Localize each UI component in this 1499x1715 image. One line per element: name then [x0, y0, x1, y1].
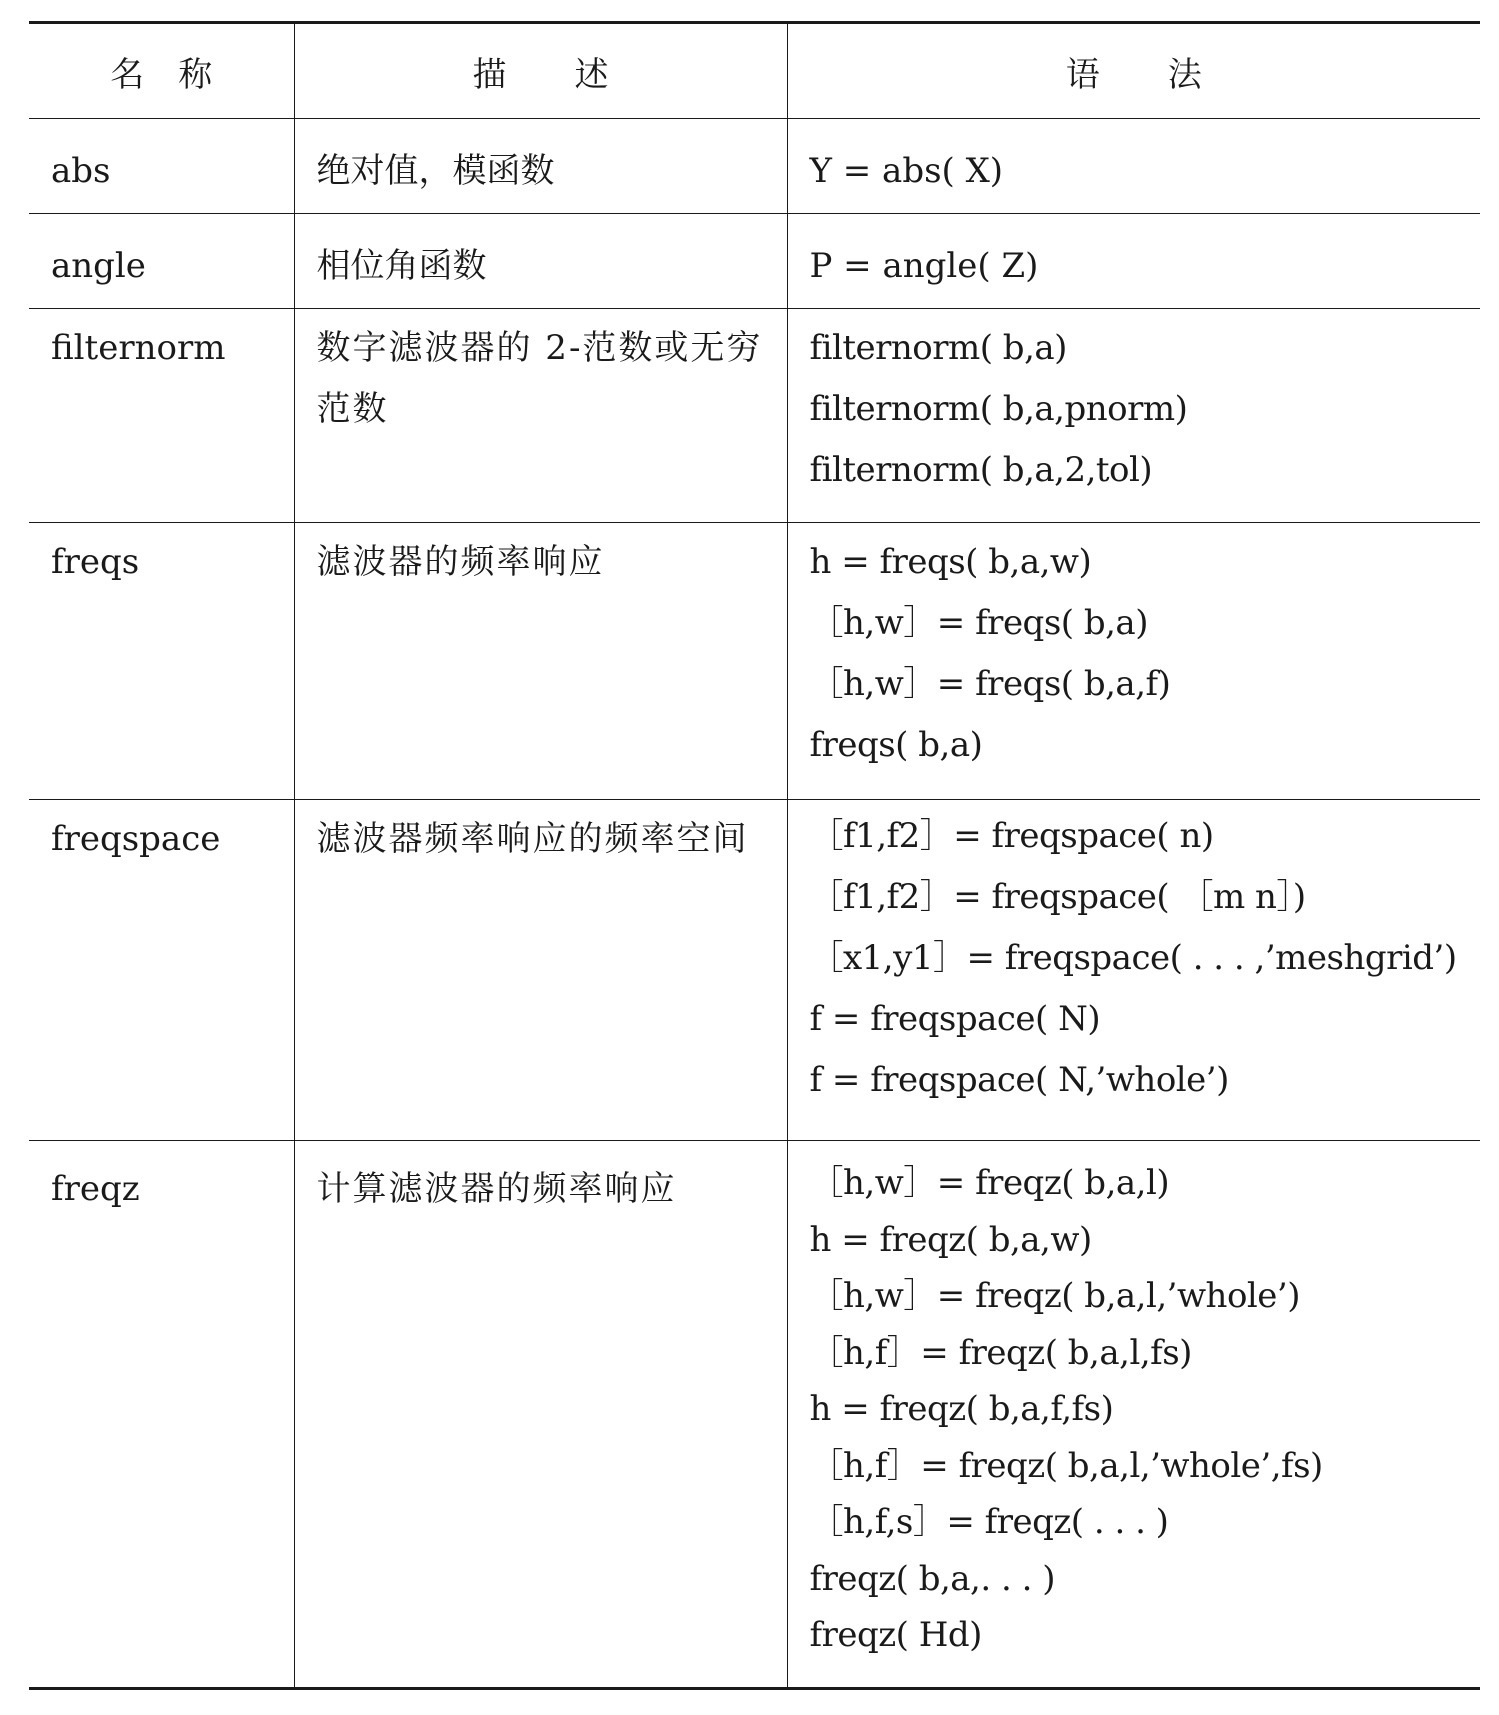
syntax-line: filternorm( b,a,pnorm): [809, 389, 1188, 429]
syntax-line: ［f1,f2］= freqspace( ［m n］): [809, 877, 1306, 917]
function-description: 绝对值，模函数: [316, 151, 555, 191]
name-cell: [29, 800, 294, 1141]
syntax-line: P = angle( Z): [809, 246, 1039, 286]
function-description: 数字滤波器的 2-范数或无穷范数: [316, 328, 763, 429]
function-name: abs: [51, 151, 111, 191]
table-row-freqs: [29, 523, 1480, 800]
function-table: [29, 21, 1480, 1690]
syntax-line: filternorm( b,a): [809, 328, 1067, 368]
description-cell: [294, 800, 787, 1141]
syntax-cell: [787, 309, 1480, 523]
syntax-line: freqz( Hd): [809, 1615, 982, 1655]
syntax-line: h = freqz( b,a,f,fs): [809, 1389, 1114, 1429]
table-row-filternorm: [29, 309, 1480, 523]
description-cell: [294, 214, 787, 309]
syntax-cell: [787, 214, 1480, 309]
syntax-line: ［h,w］= freqz( b,a,l): [809, 1163, 1170, 1203]
header-name: 名 称: [29, 23, 294, 119]
function-name: freqspace: [51, 819, 221, 859]
syntax-line: h = freqz( b,a,w): [809, 1219, 1092, 1260]
name-cell: [29, 523, 294, 800]
function-name: angle: [51, 246, 146, 286]
function-name: freqz: [51, 1169, 140, 1209]
function-description: 相位角函数: [316, 246, 487, 286]
syntax-cell: [787, 800, 1480, 1141]
description-cell: [294, 119, 787, 214]
name-cell: [29, 309, 294, 523]
syntax-line: Y = abs( X): [809, 151, 1004, 191]
table-row-angle: [29, 214, 1480, 309]
table-row-abs: [29, 119, 1480, 214]
table-row-freqspace: [29, 800, 1480, 1141]
table-row-freqz: [29, 1141, 1480, 1689]
syntax-line: f = freqspace( N): [809, 999, 1101, 1039]
syntax-line: freqs( b,a): [809, 725, 983, 765]
syntax-line: ［h,w］= freqs( b,a): [809, 603, 1148, 643]
function-description: 滤波器频率响应的频率空间: [316, 819, 749, 859]
function-name: freqs: [51, 542, 140, 582]
description-cell: [294, 1141, 787, 1689]
syntax-cell: [787, 1141, 1480, 1689]
function-name: filternorm: [51, 328, 226, 368]
header-row: [29, 23, 1480, 119]
syntax-line: ［h,w］= freqs( b,a,f): [809, 664, 1171, 704]
header-description: 描 述: [294, 23, 787, 119]
syntax-cell: [787, 119, 1480, 214]
syntax-line: ［h,f,s］= freqz( . . . ): [809, 1502, 1169, 1542]
syntax-line: ［h,f］= freqz( b,a,l,’whole’,fs): [809, 1445, 1323, 1486]
name-cell: [29, 214, 294, 309]
description-cell: [294, 523, 787, 800]
syntax-line: filternorm( b,a,2,tol): [809, 450, 1153, 490]
syntax-cell: [787, 523, 1480, 800]
syntax-line: h = freqs( b,a,w): [809, 542, 1092, 582]
syntax-line: ［f1,f2］= freqspace( n): [809, 816, 1214, 856]
syntax-line: ［h,f］= freqz( b,a,l,fs): [809, 1332, 1192, 1373]
description-cell: [294, 309, 787, 523]
syntax-line: freqz( b,a,. . . ): [809, 1558, 1055, 1599]
syntax-line: f = freqspace( N,’whole’): [809, 1060, 1229, 1100]
name-cell: [29, 1141, 294, 1689]
syntax-line: ［h,w］= freqz( b,a,l,’whole’): [809, 1276, 1300, 1316]
function-description: 计算滤波器的频率响应: [316, 1169, 677, 1209]
header-syntax: 语 法: [787, 23, 1480, 119]
function-description: 滤波器的频率响应: [316, 542, 605, 582]
syntax-line: ［x1,y1］= freqspace( . . . ,’meshgrid’): [809, 938, 1457, 978]
name-cell: [29, 119, 294, 214]
